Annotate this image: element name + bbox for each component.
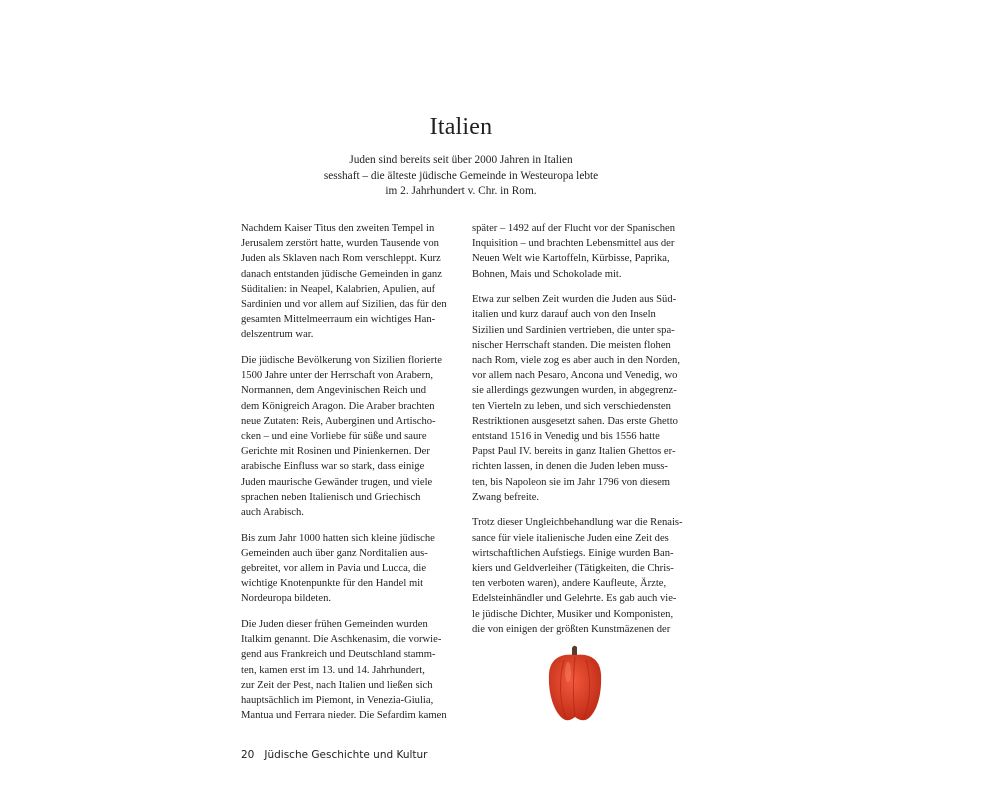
text-line: Inquisition – und brachten Lebensmittel aus der [472, 238, 675, 250]
pepper-stem [572, 646, 577, 656]
paragraph [472, 292, 683, 505]
text-line: Normannen, dem Angevinischen Reich und [241, 385, 427, 397]
text-line: Die jüdische Bevölkerung von Sizilien florierte [241, 355, 442, 367]
paragraph [241, 221, 447, 343]
text-line: Neuen Welt wie Kartoffeln, Kürbisse, Paprika, [472, 253, 670, 265]
paragraph [241, 617, 447, 723]
intro-text [300, 153, 622, 200]
paragraph [472, 515, 683, 637]
intro-line: Juden sind bereits seit über 2000 Jahren in Italien [349, 154, 573, 166]
text-line: auch Arabisch. [241, 507, 304, 519]
text-line: le jüdische Dichter, Musiker und Komponisten, [472, 608, 674, 620]
text-line: cken – und eine Vorliebe für süße und saure [241, 431, 427, 443]
text-line: Süditalien: in Neapel, Kalabrien, Apulien, auf [241, 283, 436, 295]
text-line: dem Königreich Aragon. Die Araber brachten [241, 400, 435, 412]
text-line: entstand 1516 in Venedig und bis 1556 hatte [472, 431, 660, 443]
text-line: delszentrum war. [241, 329, 314, 341]
pepper-highlight [565, 662, 571, 682]
text-line: nischer Herrschaft standen. Die meisten flohen [472, 339, 671, 351]
text-line: hauptsächlich im Piemont, in Venezia-Giulia, [241, 695, 434, 707]
paragraph [241, 353, 447, 520]
text-line: Die Juden dieser frühen Gemeinden wurden [241, 619, 428, 631]
text-line: richten lassen, in denen die Juden leben muss- [472, 461, 668, 473]
text-line: Sizilien und Sardinien vertrieben, die unter spa- [472, 324, 675, 336]
text-line: Mantua und Ferrara nieder. Die Sefardim kamen [241, 710, 447, 722]
red-bell-pepper-icon [544, 644, 606, 722]
text-line: gebreitet, vor allem in Pavia und Lucca, die [241, 563, 427, 575]
pepper-body [549, 655, 601, 721]
text-line: Restriktionen ausgesetzt sahen. Das erste Ghetto [472, 415, 678, 427]
paragraph [472, 221, 683, 282]
text-line: ten Vierteln zu leben, und sich verschiedensten [472, 400, 671, 412]
text-line: Gerichte mit Rosinen und Pinienkernen. Der [241, 446, 430, 458]
running-title: Jüdische Geschichte und Kultur [264, 749, 428, 761]
text-line: später – 1492 auf der Flucht vor der Spanischen [472, 223, 675, 234]
intro-line: sesshaft – die älteste jüdische Gemeinde in Westeuropa lebte [323, 169, 599, 182]
page-number: 20 [241, 749, 255, 761]
text-line: Nachdem Kaiser Titus den zweiten Tempel in [241, 223, 435, 234]
text-line: vor allem nach Pesaro, Ancona und Venedig, wo [472, 370, 678, 382]
text-line: Nordeuropa bildeten. [241, 593, 332, 605]
text-line: gend aus Frankreich und Deutschland stamm- [241, 649, 436, 661]
text-line: Edelsteinhändler und Gelehrte. Es gab auch vie- [472, 593, 677, 605]
right-text-column [472, 221, 683, 647]
text-line: sance für viele italienische Juden eine Zeit des [472, 532, 669, 544]
text-line: danach entstanden jüdische Gemeinden in ganz [241, 268, 442, 280]
left-text-column [241, 221, 447, 734]
text-line: zur Zeit der Pest, nach Italien und ließen sich [241, 679, 433, 691]
text-line: italien und kurz darauf auch von den Inseln [472, 309, 656, 321]
paragraph [241, 531, 447, 607]
text-line: Papst Paul IV. bereits in ganz Italien Ghettos er- [472, 446, 676, 458]
text-line: Trotz dieser Ungleichbehandlung war die Renais- [472, 517, 683, 529]
text-line: wirtschaftlichen Aufstiegs. Einige wurden Ban- [472, 547, 674, 559]
text-line: neue Zutaten: Reis, Auberginen und Artischo- [241, 415, 436, 427]
text-line: nach Rom, viele zog es aber auch in den Norden, [472, 355, 680, 367]
intro-line: im 2. Jahrhundert v. Chr. in Rom. [385, 185, 537, 197]
text-line: ten verboten waren), andere Kaufleute, Ärzte, [472, 578, 667, 590]
text-line: wichtige Knotenpunkte für den Handel mit [241, 578, 424, 590]
page-title: Italien [429, 114, 493, 140]
text-line: Bis zum Jahr 1000 hatten sich kleine jüdische [241, 532, 435, 544]
text-line: ten, kamen erst im 13. und 14. Jahrhundert, [241, 664, 425, 676]
text-line: Etwa zur selben Zeit wurden die Juden aus Süd- [472, 294, 677, 306]
text-line: 1500 Jahre unter der Herrschaft von Arabern, [241, 370, 434, 382]
text-line: arabische Einfluss war so stark, dass einige [241, 461, 425, 473]
text-line: Jerusalem zerstört hatte, wurden Tausende von [241, 238, 439, 250]
text-line: Juden maurische Gewänder trugen, und viele [241, 476, 433, 488]
text-line: Italkim genannt. Die Aschkenasim, die vorwie- [241, 634, 442, 646]
text-line: sprachen neben Italienisch und Griechisch [241, 491, 421, 503]
text-line: Sardinien und vor allem auf Sizilien, das für den [241, 299, 447, 311]
text-line: Gemeinden auch über ganz Norditalien aus- [241, 547, 428, 559]
text-line: gesamten Mittelmeerraum ein wichtiges Han- [241, 314, 436, 326]
text-line: Bohnen, Mais und Schokolade mit. [472, 268, 622, 280]
page-footer [241, 749, 428, 761]
text-line: Zwang befreite. [472, 491, 540, 503]
text-line: die von einigen der größten Kunstmäzenen der [472, 623, 671, 635]
text-line: Juden als Sklaven nach Rom verschleppt. Kurz [241, 253, 441, 265]
text-line: ten, bis Napoleon sie im Jahr 1796 von diesem [472, 476, 671, 488]
text-line: sie allerdings gezwungen wurden, in abgegrenz- [472, 385, 677, 397]
text-line: kiers und Geldverleiher (Tätigkeiten, die Chris- [472, 563, 674, 575]
